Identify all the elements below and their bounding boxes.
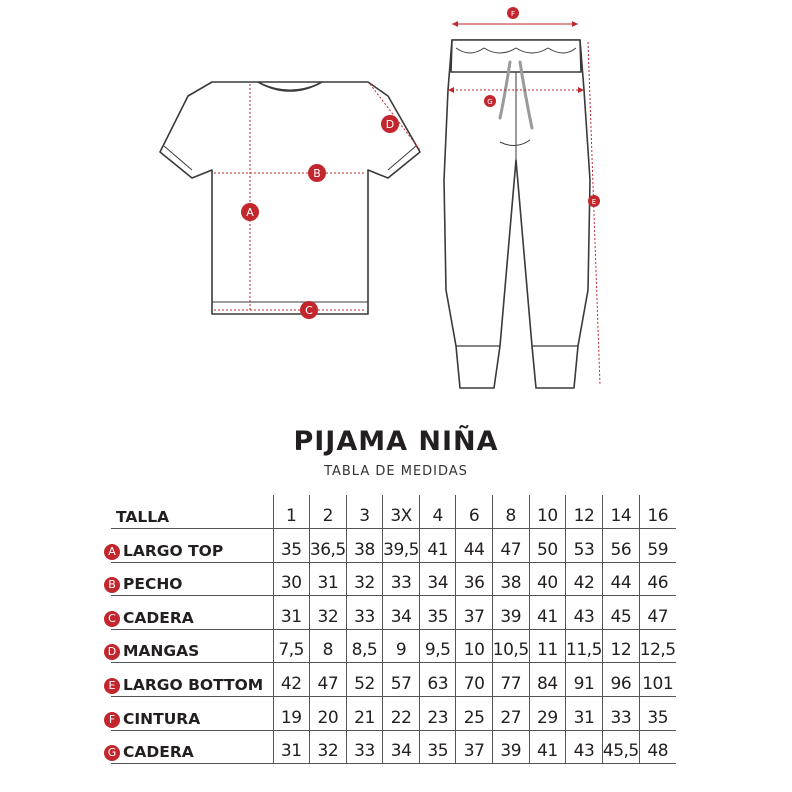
size-header-cell: 3 [346, 495, 382, 529]
measurement-value-cell: 42 [566, 562, 603, 596]
svg-text:F: F [510, 10, 516, 18]
measurement-value-cell: 31 [273, 730, 309, 764]
measurement-value-cell: 36 [456, 562, 492, 596]
size-header-cell: 4 [420, 495, 456, 529]
measurement-value-cell: 53 [566, 529, 603, 563]
marker-b [308, 164, 326, 182]
measurement-value-cell: 9 [383, 629, 420, 663]
size-header-cell: 2 [309, 495, 346, 529]
measurement-value-cell: 30 [273, 562, 309, 596]
measurement-value-cell: 8,5 [346, 629, 382, 663]
measurement-value-cell: 35 [420, 730, 456, 764]
measurement-value-cell: 37 [456, 596, 492, 630]
measurement-value-cell: 41 [420, 529, 456, 563]
svg-text:C: C [305, 304, 313, 317]
measurement-value-cell: 33 [346, 730, 382, 764]
measurement-value-cell: 11 [529, 629, 565, 663]
measurement-value-cell: 32 [309, 730, 346, 764]
measurement-value-cell: 84 [529, 663, 565, 697]
measurement-value-cell: 32 [346, 562, 382, 596]
marker-g [484, 95, 496, 107]
measurement-row [111, 562, 676, 596]
measurement-value-cell: 34 [383, 596, 420, 630]
measurement-label: LARGO TOP [123, 541, 224, 560]
measurement-value-cell: 34 [383, 730, 420, 764]
measurement-value-cell: 43 [566, 730, 603, 764]
measurement-value-cell: 31 [566, 697, 603, 731]
measurement-value-cell: 39 [492, 730, 529, 764]
measurement-value-cell: 91 [566, 663, 603, 697]
measurement-value-cell: 39 [492, 596, 529, 630]
measurement-value-cell: 52 [346, 663, 382, 697]
measurement-value-cell: 34 [420, 562, 456, 596]
measurement-label: CINTURA [123, 709, 201, 728]
measurement-value-cell: 59 [639, 529, 675, 563]
measurement-row [111, 730, 676, 764]
measurement-key-badge: F [104, 712, 120, 728]
measurement-value-cell: 21 [346, 697, 382, 731]
measurement-row [111, 596, 676, 630]
measurement-value-cell: 41 [529, 730, 565, 764]
measurement-label-cell [108, 697, 273, 731]
size-header-cell: 12 [566, 495, 603, 529]
measurement-value-cell: 33 [383, 562, 420, 596]
measurement-label-cell [108, 596, 273, 630]
page-title: PIJAMA NIÑA [293, 426, 499, 457]
measurement-value-cell: 57 [383, 663, 420, 697]
measurement-value-cell: 32 [309, 596, 346, 630]
measurement-value-cell: 46 [639, 562, 675, 596]
measurement-key-badge: G [104, 745, 120, 761]
measurement-value-cell: 45,5 [602, 730, 639, 764]
measurement-value-cell: 11,5 [566, 629, 603, 663]
marker-a [241, 203, 259, 221]
measurement-row [111, 529, 676, 563]
measurement-label-cell [107, 730, 273, 764]
measurement-label: MANGAS [123, 642, 200, 661]
measurement-label-cell [108, 529, 273, 563]
measurement-value-cell: 19 [273, 697, 309, 731]
measurement-value-cell: 23 [420, 697, 456, 731]
measurement-label: CADERA [123, 608, 194, 627]
measurement-value-cell: 38 [492, 562, 529, 596]
measurement-value-cell: 47 [492, 529, 529, 563]
measurement-value-cell: 38 [346, 529, 382, 563]
measurement-value-cell: 39,5 [383, 529, 420, 563]
measurement-key-badge: E [104, 678, 120, 694]
measurement-value-cell: 33 [602, 697, 639, 731]
measurement-label-cell [108, 562, 273, 596]
marker-e [588, 195, 600, 207]
measurement-value-cell: 45 [602, 596, 639, 630]
measurement-row [111, 663, 676, 697]
measurement-value-cell: 8 [309, 629, 346, 663]
svg-text:A: A [246, 206, 254, 219]
size-header-cell: 1 [273, 495, 309, 529]
svg-text:B: B [313, 167, 321, 180]
measurement-value-cell: 35 [639, 697, 675, 731]
measurement-value-cell: 25 [456, 697, 492, 731]
size-header-cell: 6 [456, 495, 492, 529]
size-header-cell: 14 [602, 495, 639, 529]
svg-text:D: D [385, 118, 395, 131]
measurement-value-cell: 47 [309, 663, 346, 697]
measurement-label: LARGO BOTTOM [123, 676, 264, 695]
measurement-value-cell: 20 [309, 697, 346, 731]
measurement-key-badge: C [104, 611, 120, 627]
measurement-value-cell: 27 [492, 697, 529, 731]
measurement-key-badge: B [104, 577, 120, 593]
measurement-value-cell: 40 [529, 562, 565, 596]
measurement-value-cell: 12 [602, 629, 639, 663]
measurement-label-cell [108, 663, 273, 697]
measurement-value-cell: 36,5 [309, 529, 346, 563]
size-header-label: TALLA [111, 495, 273, 529]
size-header-row [111, 495, 676, 529]
measurement-value-cell: 22 [383, 697, 420, 731]
measurement-value-cell: 44 [602, 562, 639, 596]
measurement-key-badge: D [104, 644, 120, 660]
measurement-value-cell: 31 [273, 596, 309, 630]
marker-f [507, 7, 519, 19]
svg-text:G: G [487, 98, 493, 106]
measurement-key-badge: A [104, 544, 120, 560]
size-header-cell: 16 [639, 495, 675, 529]
measurement-value-cell: 96 [602, 663, 639, 697]
measurement-value-cell: 101 [639, 663, 675, 697]
measurement-value-cell: 77 [492, 663, 529, 697]
measurement-value-cell: 56 [602, 529, 639, 563]
measurement-value-cell: 33 [346, 596, 382, 630]
measurement-value-cell: 37 [456, 730, 492, 764]
measurement-value-cell: 35 [273, 529, 309, 563]
marker-c [300, 301, 318, 319]
measurement-row [111, 629, 676, 663]
measurement-row [111, 697, 676, 731]
measurement-value-cell: 10 [456, 629, 492, 663]
size-header-cell: 8 [492, 495, 529, 529]
measurement-label: CADERA [123, 743, 194, 762]
t-shirt-illustration [160, 82, 420, 314]
size-header-cell: 10 [529, 495, 565, 529]
measurement-value-cell: 7,5 [273, 629, 309, 663]
size-chart-body [107, 495, 676, 764]
measurement-value-cell: 48 [639, 730, 675, 764]
measurement-value-cell: 9,5 [420, 629, 456, 663]
measurement-value-cell: 41 [529, 596, 565, 630]
measurement-value-cell: 29 [529, 697, 565, 731]
page-subtitle: TABLA DE MEDIDAS [324, 464, 468, 479]
measurement-value-cell: 44 [456, 529, 492, 563]
svg-text:E: E [591, 198, 597, 206]
measurement-label: PECHO [123, 575, 183, 594]
measurement-value-cell: 10,5 [492, 629, 529, 663]
measurement-value-cell: 35 [420, 596, 456, 630]
measurement-value-cell: 47 [639, 596, 675, 630]
size-header-cell: 3X [383, 495, 420, 529]
size-chart-table [107, 495, 676, 764]
pants-illustration [444, 40, 590, 388]
marker-d [381, 115, 399, 133]
measurement-value-cell: 12,5 [639, 629, 675, 663]
measurement-value-cell: 43 [566, 596, 603, 630]
measurement-value-cell: 31 [309, 562, 346, 596]
measurement-value-cell: 70 [456, 663, 492, 697]
measurement-value-cell: 50 [529, 529, 565, 563]
measurement-label-cell [107, 629, 273, 663]
measurement-value-cell: 42 [273, 663, 309, 697]
measurement-value-cell: 63 [420, 663, 456, 697]
